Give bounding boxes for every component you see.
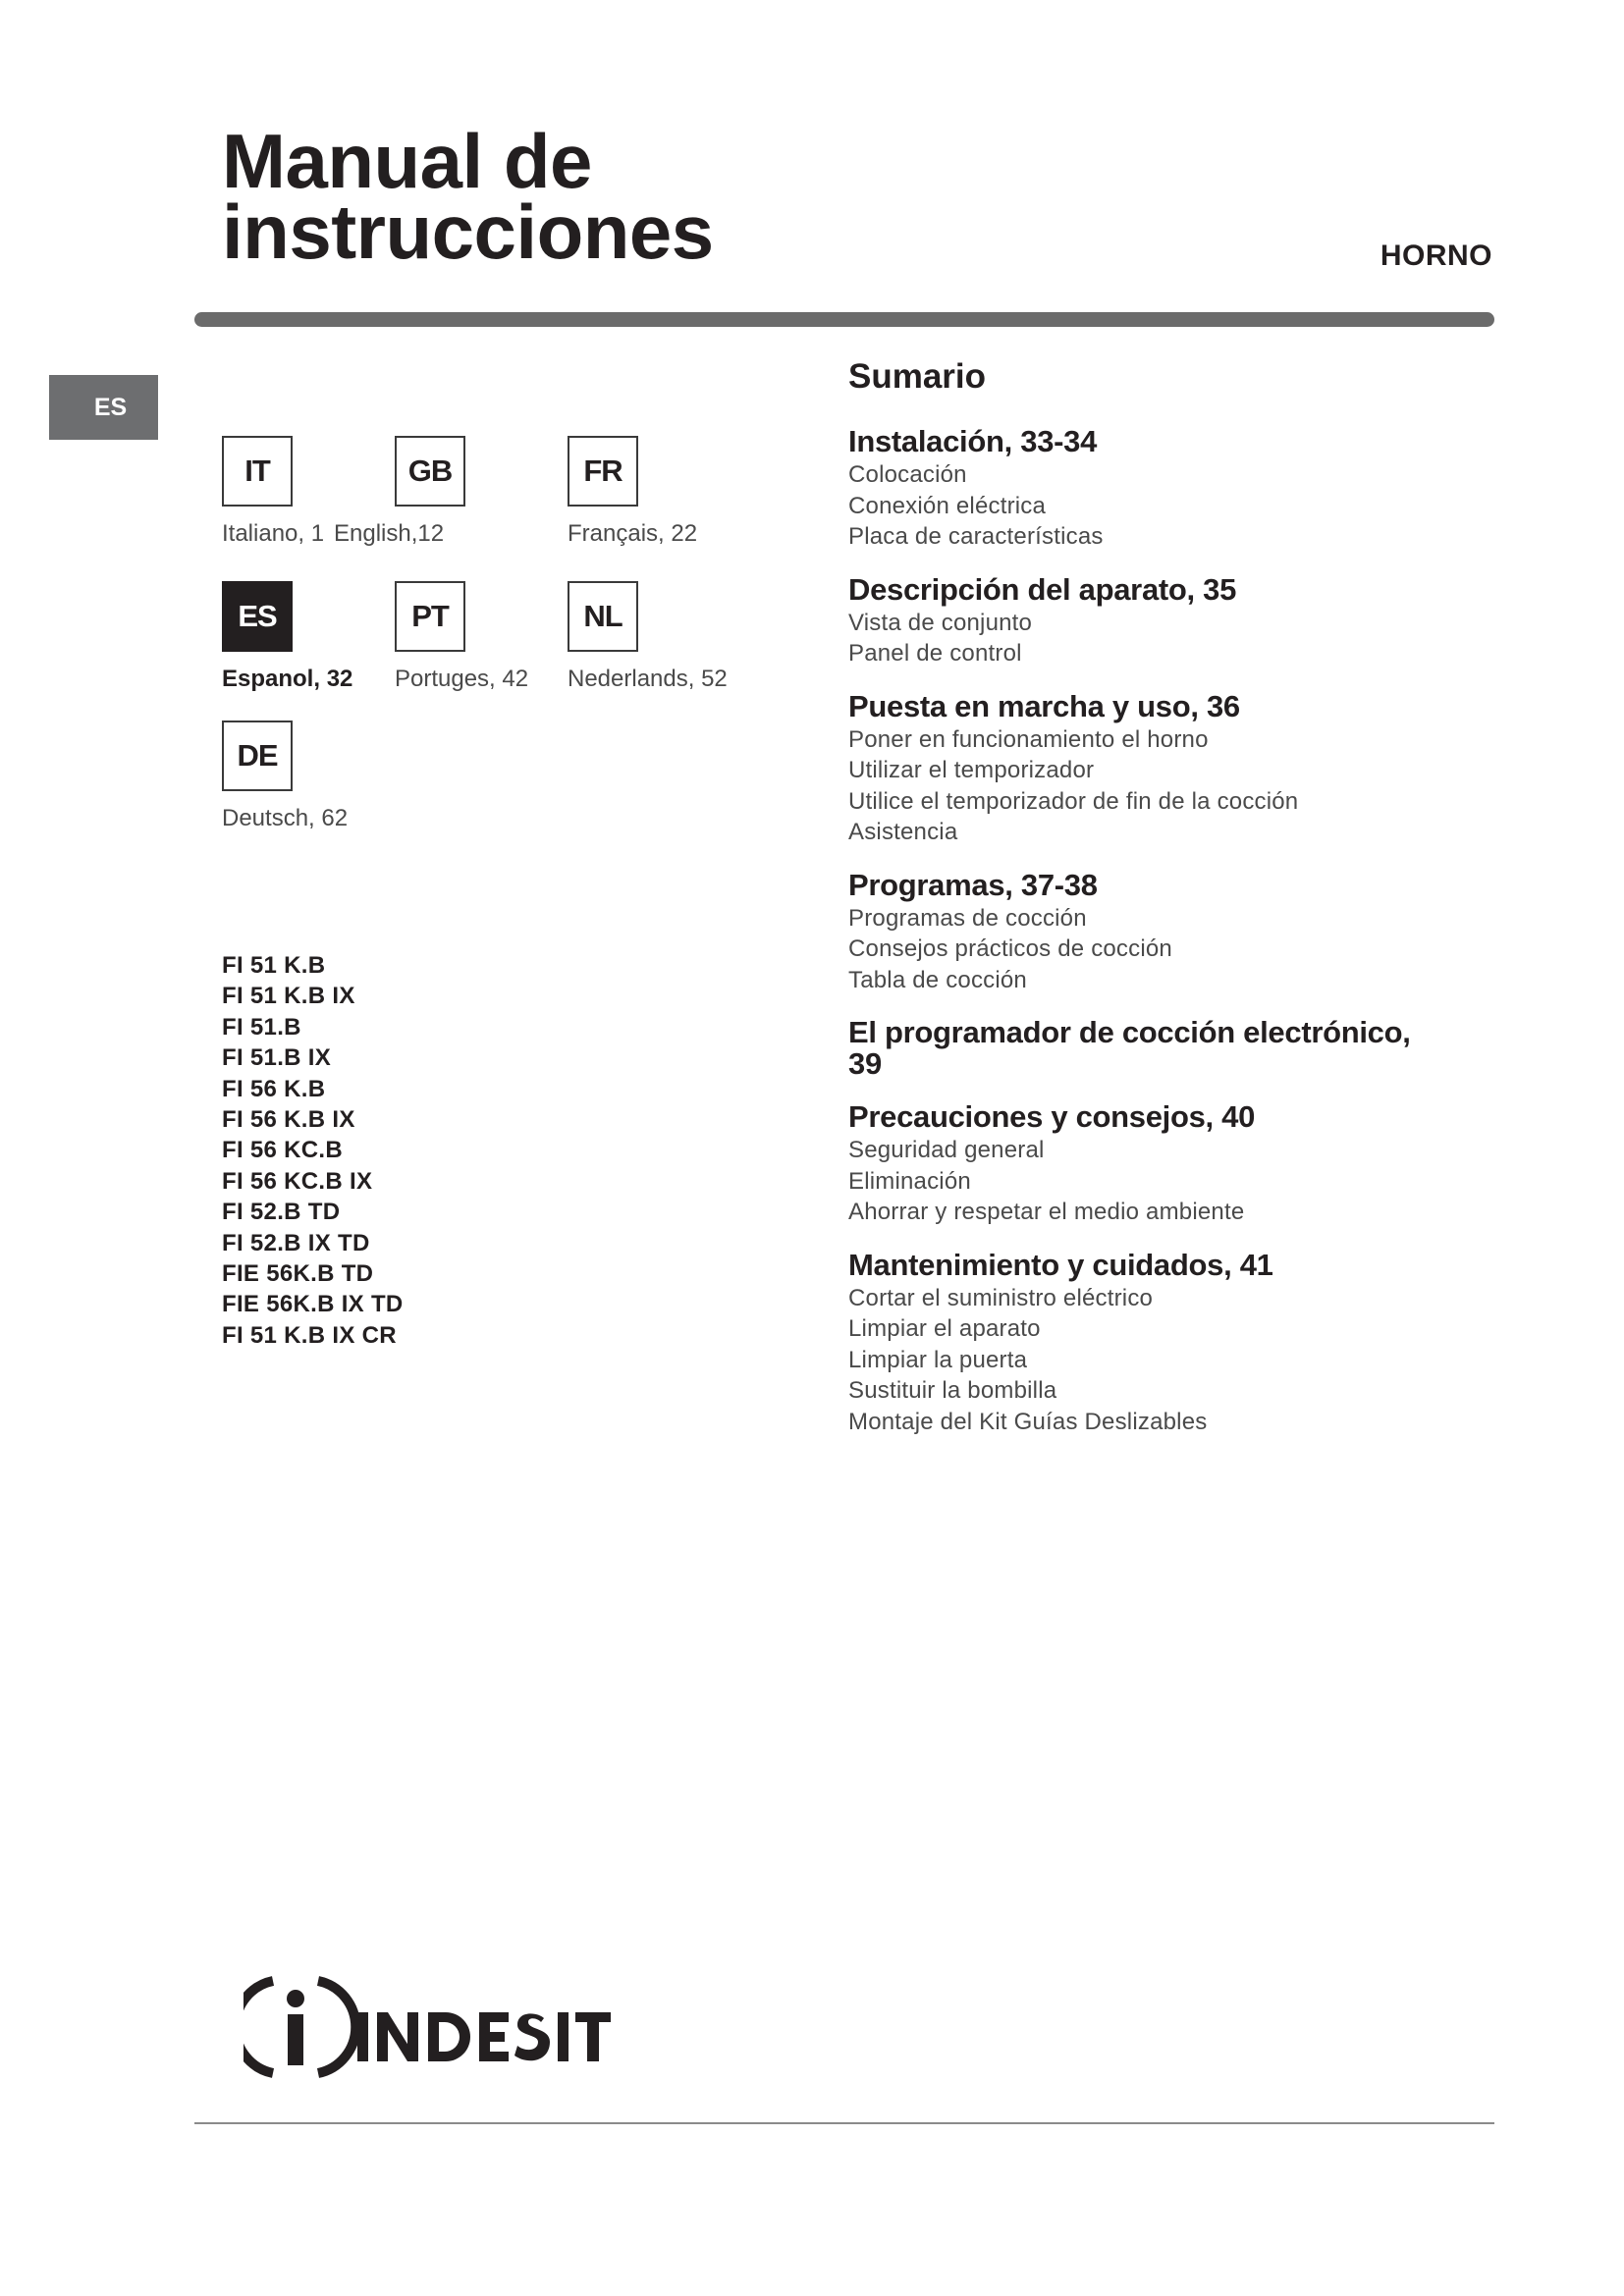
model-item: FI 56 K.B IX bbox=[222, 1106, 355, 1134]
page-title bbox=[222, 118, 714, 275]
toc-section-heading[interactable] bbox=[848, 1017, 1477, 1080]
language-code-box[interactable]: PT bbox=[395, 581, 465, 652]
language-item-es[interactable] bbox=[222, 581, 399, 693]
toc-item[interactable]: Sustituir la bombilla bbox=[848, 1377, 1057, 1404]
toc-item[interactable]: Tabla de cocción bbox=[848, 966, 1027, 993]
model-item: FI 51 K.B bbox=[222, 952, 326, 979]
language-label: Portuges, 42 bbox=[395, 666, 529, 692]
language-selector bbox=[222, 436, 772, 848]
model-item: FIE 56K.B IX TD bbox=[222, 1291, 404, 1318]
toc-section-instalacion bbox=[848, 426, 1477, 553]
toc-section-mantenimiento bbox=[848, 1247, 1477, 1438]
model-item: FI 52.B IX TD bbox=[222, 1229, 370, 1256]
language-label: Espanol, 32 bbox=[222, 666, 353, 692]
toc-section-heading[interactable]: Descripción del aparato, 35 bbox=[848, 571, 1237, 607]
language-item-fr[interactable] bbox=[568, 436, 744, 548]
language-code-box[interactable]: DE bbox=[222, 721, 293, 791]
model-item: FI 51 K.B IX CR bbox=[222, 1321, 397, 1349]
toc-heading-line-2: 39 bbox=[848, 1046, 882, 1081]
toc-item[interactable]: Ahorrar y respetar el medio ambiente bbox=[848, 1199, 1245, 1225]
language-item-nl[interactable] bbox=[568, 581, 744, 693]
toc-section-puesta-en-marcha bbox=[848, 688, 1477, 848]
toc-item[interactable]: Utilice el temporizador de fin de la cocción bbox=[848, 787, 1299, 815]
model-item: FI 51 K.B IX bbox=[222, 983, 355, 1010]
model-item: FI 56 K.B bbox=[222, 1075, 326, 1102]
toc-item[interactable]: Asistencia bbox=[848, 819, 958, 845]
toc-item[interactable]: Programas de cocción bbox=[848, 904, 1087, 932]
model-item: FI 51.B IX bbox=[222, 1044, 332, 1072]
toc-section-descripcion bbox=[848, 571, 1477, 669]
toc-item[interactable]: Eliminación bbox=[848, 1167, 971, 1195]
model-item: FI 56 KC.B bbox=[222, 1137, 344, 1164]
language-side-tab: ES bbox=[49, 375, 158, 440]
toc-item[interactable]: Seguridad general bbox=[848, 1137, 1045, 1163]
title-line-1: Manual de bbox=[222, 118, 592, 204]
language-label: English,12 bbox=[334, 520, 445, 547]
toc-section-heading[interactable]: Programas, 37-38 bbox=[848, 867, 1098, 902]
toc-item[interactable]: Limpiar el aparato bbox=[848, 1315, 1041, 1342]
toc-item[interactable]: Panel de control bbox=[848, 640, 1022, 667]
toc-item[interactable]: Limpiar la puerta bbox=[848, 1346, 1028, 1373]
toc-item[interactable]: Consejos prácticos de cocción bbox=[848, 935, 1172, 962]
language-item-gb[interactable] bbox=[334, 436, 571, 548]
toc-section-heading[interactable]: Puesta en marcha y uso, 36 bbox=[848, 688, 1240, 723]
model-item: FI 52.B TD bbox=[222, 1199, 341, 1226]
language-label: Italiano, 1 bbox=[222, 520, 325, 547]
table-of-contents bbox=[848, 357, 1477, 1459]
model-item: FIE 56K.B TD bbox=[222, 1260, 374, 1288]
language-code-box[interactable]: GB bbox=[395, 436, 465, 507]
toc-item[interactable]: Vista de conjunto bbox=[848, 609, 1033, 636]
toc-title: Sumario bbox=[848, 357, 987, 396]
toc-section-heading[interactable]: Mantenimiento y cuidados, 41 bbox=[848, 1247, 1273, 1282]
toc-section-precauciones bbox=[848, 1101, 1477, 1228]
language-code-box[interactable]: IT bbox=[222, 436, 293, 507]
toc-item[interactable]: Colocación bbox=[848, 461, 967, 488]
language-code-box[interactable]: FR bbox=[568, 436, 638, 507]
language-label: Français, 22 bbox=[568, 520, 698, 547]
toc-item[interactable]: Poner en funcionamiento el horno bbox=[848, 725, 1209, 753]
language-item-de[interactable] bbox=[222, 721, 399, 832]
title-line-2: instrucciones bbox=[222, 188, 714, 275]
language-code-box[interactable]: ES bbox=[222, 581, 293, 652]
indesit-i-logo-icon bbox=[244, 1973, 617, 2081]
toc-item[interactable]: Montaje del Kit Guías Deslizables bbox=[848, 1408, 1208, 1435]
language-code-box[interactable]: NL bbox=[568, 581, 638, 652]
header-divider bbox=[194, 312, 1494, 327]
toc-heading-line-1: El programador de cocción electrónico, bbox=[848, 1015, 1411, 1049]
language-item-pt[interactable] bbox=[395, 581, 571, 693]
toc-section-programador bbox=[848, 1017, 1477, 1080]
toc-item[interactable]: Cortar el suministro eléctrico bbox=[848, 1284, 1154, 1311]
model-list bbox=[222, 950, 404, 1351]
toc-item[interactable]: Conexión eléctrica bbox=[848, 492, 1047, 519]
toc-item[interactable]: Placa de características bbox=[848, 523, 1104, 550]
model-item: FI 56 KC.B IX bbox=[222, 1167, 373, 1195]
footer-divider bbox=[194, 2122, 1494, 2124]
toc-section-programas bbox=[848, 867, 1477, 996]
brand-logo bbox=[244, 1973, 617, 2086]
language-label: Deutsch, 62 bbox=[222, 805, 349, 831]
toc-section-heading[interactable]: Precauciones y consejos, 40 bbox=[848, 1099, 1256, 1134]
toc-item[interactable]: Utilizar el temporizador bbox=[848, 757, 1095, 783]
language-label: Nederlands, 52 bbox=[568, 666, 728, 692]
model-item: FI 51.B bbox=[222, 1013, 301, 1041]
toc-section-heading[interactable]: Instalación, 33-34 bbox=[848, 424, 1098, 458]
document-type: HORNO bbox=[1380, 240, 1492, 272]
